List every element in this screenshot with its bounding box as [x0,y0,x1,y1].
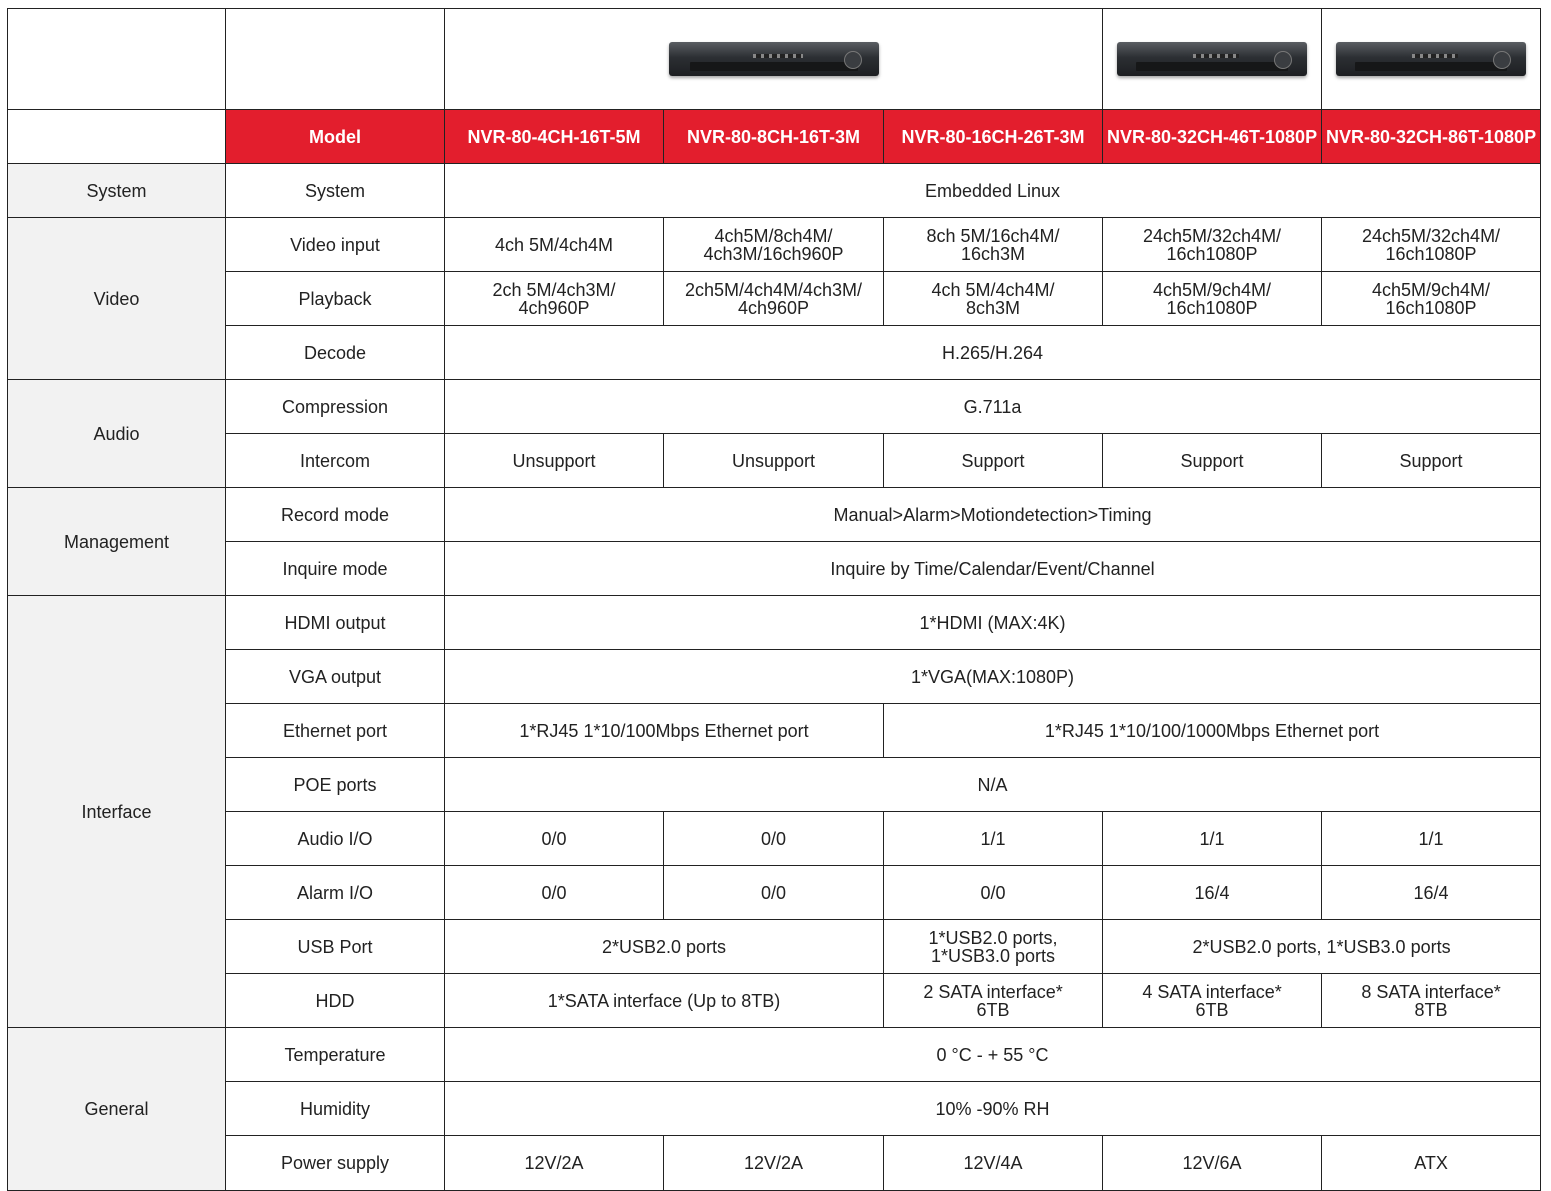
spec-value: 24ch5M/32ch4M/ 16ch1080P [1103,218,1322,272]
row-label: Ethernet port [226,704,445,758]
product-image-cell [1322,9,1541,110]
spec-row [8,920,1541,974]
spec-value: N/A [445,758,1541,812]
spec-value: 4ch5M/8ch4M/ 4ch3M/16ch960P [664,218,884,272]
spec-row [8,866,1541,920]
spec-value: 12V/2A [664,1136,884,1191]
spec-value: 0/0 [884,866,1103,920]
spec-value: 2*USB2.0 ports [445,920,884,974]
spec-row [8,758,1541,812]
spec-row [8,1082,1541,1136]
spec-value: Unsupport [664,434,884,488]
spec-row [8,650,1541,704]
spec-row [8,596,1541,650]
spec-value: 1/1 [884,812,1103,866]
spec-value: 8ch 5M/16ch4M/ 16ch3M [884,218,1103,272]
spec-value: 1/1 [1322,812,1541,866]
model-header-label: Model [226,110,445,164]
spec-value: ATX [1322,1136,1541,1191]
model-name: NVR-80-4CH-16T-5M [445,110,664,164]
spec-value: 1*RJ45 1*10/100Mbps Ethernet port [445,704,884,758]
spec-value: 4 SATA interface* 6TB [1103,974,1322,1028]
row-label: Video input [226,218,445,272]
spec-row [8,434,1541,488]
spec-value: 0/0 [445,812,664,866]
spec-row [8,812,1541,866]
empty-cell [8,110,226,164]
spec-row [8,542,1541,596]
spec-value: 12V/6A [1103,1136,1322,1191]
model-name: NVR-80-32CH-46T-1080P [1103,110,1322,164]
row-label: Decode [226,326,445,380]
spec-value: 2ch 5M/4ch3M/ 4ch960P [445,272,664,326]
empty-cell [8,9,226,110]
spec-row [8,1028,1541,1082]
spec-value: 24ch5M/32ch4M/ 16ch1080P [1322,218,1541,272]
spec-value: 0/0 [664,866,884,920]
row-label: Record mode [226,488,445,542]
spec-value: H.265/H.264 [445,326,1541,380]
spec-row [8,218,1541,272]
spec-value: 16/4 [1322,866,1541,920]
spec-value: 1*HDMI (MAX:4K) [445,596,1541,650]
model-name: NVR-80-8CH-16T-3M [664,110,884,164]
row-label: POE ports [226,758,445,812]
spec-value: 1*SATA interface (Up to 8TB) [445,974,884,1028]
row-label: System [226,164,445,218]
nvr-device-photo [1117,42,1307,76]
spec-value: 1/1 [1103,812,1322,866]
row-label: Audio I/O [226,812,445,866]
row-label: USB Port [226,920,445,974]
model-name: NVR-80-16CH-26T-3M [884,110,1103,164]
row-label: HDD [226,974,445,1028]
spec-value: 4ch 5M/4ch4M/ 8ch3M [884,272,1103,326]
spec-value: 4ch5M/9ch4M/ 16ch1080P [1103,272,1322,326]
spec-value: 0 °C - + 55 °C [445,1028,1541,1082]
spec-row [8,326,1541,380]
empty-cell [226,9,445,110]
spec-value: Unsupport [445,434,664,488]
spec-row [8,272,1541,326]
spec-value: 2*USB2.0 ports, 1*USB3.0 ports [1103,920,1541,974]
spec-value: 1*USB2.0 ports, 1*USB3.0 ports [884,920,1103,974]
nvr-device-photo [1336,42,1526,76]
row-label: Inquire mode [226,542,445,596]
spec-value: Embedded Linux [445,164,1541,218]
spec-row [8,488,1541,542]
spec-row [8,704,1541,758]
category-audio: Audio [8,380,226,488]
spec-value: 12V/2A [445,1136,664,1191]
spec-value: Support [884,434,1103,488]
row-label: Intercom [226,434,445,488]
spec-value: Inquire by Time/Calendar/Event/Channel [445,542,1541,596]
spec-value: 4ch5M/9ch4M/ 16ch1080P [1322,272,1541,326]
spec-value: G.711a [445,380,1541,434]
spec-value: 0/0 [664,812,884,866]
row-label: Alarm I/O [226,866,445,920]
spec-table [7,8,1541,1191]
spec-value: 8 SATA interface* 8TB [1322,974,1541,1028]
model-name: NVR-80-32CH-86T-1080P [1322,110,1541,164]
category-management: Management [8,488,226,596]
row-label: HDMI output [226,596,445,650]
product-image-cell [1103,9,1322,110]
spec-row [8,1136,1541,1191]
spec-value: 16/4 [1103,866,1322,920]
spec-value: 0/0 [445,866,664,920]
spec-row [8,164,1541,218]
row-label: Temperature [226,1028,445,1082]
category-system: System [8,164,226,218]
category-general: General [8,1028,226,1191]
model-header-row [8,110,1541,164]
category-video: Video [8,218,226,380]
spec-value: Support [1322,434,1541,488]
image-row [8,9,1541,110]
spec-value: 4ch 5M/4ch4M [445,218,664,272]
spec-value: 2ch5M/4ch4M/4ch3M/ 4ch960P [664,272,884,326]
spec-value: Manual>Alarm>Motiondetection>Timing [445,488,1541,542]
spec-row [8,974,1541,1028]
row-label: Humidity [226,1082,445,1136]
spec-row [8,380,1541,434]
row-label: Playback [226,272,445,326]
nvr-device-photo [669,42,879,76]
spec-value: 2 SATA interface* 6TB [884,974,1103,1028]
spec-value: 10% -90% RH [445,1082,1541,1136]
category-interface: Interface [8,596,226,1028]
spec-value: 1*RJ45 1*10/100/1000Mbps Ethernet port [884,704,1541,758]
spec-value: Support [1103,434,1322,488]
row-label: Power supply [226,1136,445,1191]
product-image-cell [445,9,1103,110]
row-label: VGA output [226,650,445,704]
spec-value: 12V/4A [884,1136,1103,1191]
row-label: Compression [226,380,445,434]
spec-value: 1*VGA(MAX:1080P) [445,650,1541,704]
